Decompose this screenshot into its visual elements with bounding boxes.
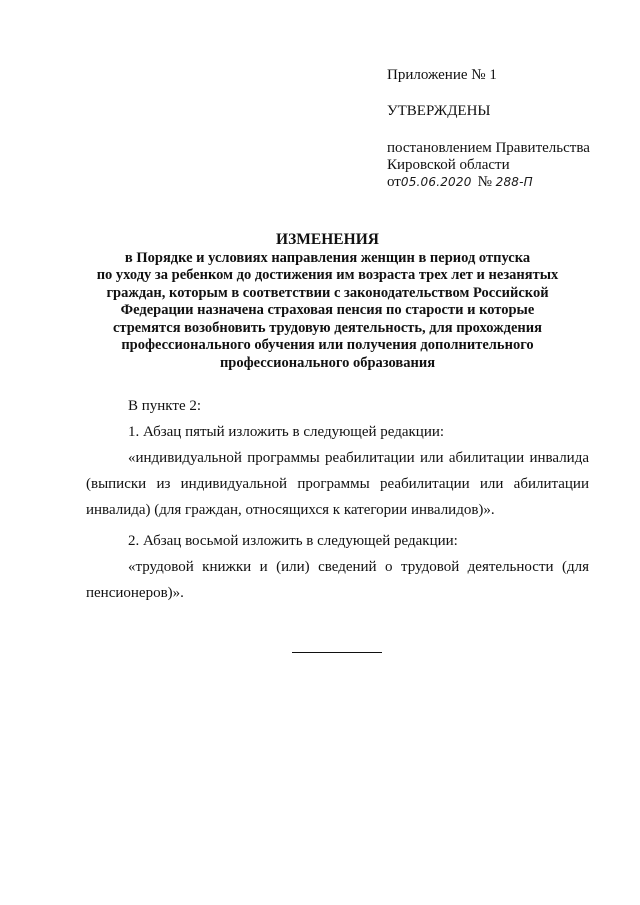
ruling-date-number xyxy=(387,174,627,191)
body-item-1: 1. Абзац пятый изложить в следующей редакции: xyxy=(128,424,445,440)
number-label: № xyxy=(477,174,492,190)
body-item-2: 2. Абзац восьмой изложить в следующей редакции: xyxy=(128,533,458,549)
body-quote-2: «трудовой книжки и (или) сведений о трудовой деятельности (для пенсионеров)». xyxy=(86,559,589,601)
approved-label: УТВЕРЖДЕНЫ xyxy=(387,103,491,119)
handwritten-number: 288-П xyxy=(495,175,533,189)
ruling-reference xyxy=(387,140,627,191)
subtitle-line: профессионального образования xyxy=(219,354,436,371)
subtitle-line: в Порядке и условиях направления женщин в период отпуска xyxy=(124,249,531,266)
ruling-line-2: Кировской области xyxy=(387,157,510,173)
subtitle-line: стремятся возобновить трудовую деятельность, для прохождения xyxy=(113,319,542,336)
annex-number: Приложение № 1 xyxy=(387,67,497,83)
subtitle-line: профессионального обучения или получения дополнительного xyxy=(121,337,534,353)
closing-divider xyxy=(292,652,382,653)
from-label: от xyxy=(387,174,401,190)
subtitle-line: Федерации назначена страховая пенсия по старости и которые xyxy=(120,302,535,318)
document-subtitle xyxy=(60,250,595,373)
body-quote-1: «индивидуальной программы реабилитации или абилитации инвалида (выписки из индивидуальной программы реабилитации или абилитации инвалида) (для граждан, относящихся к категории инвалидов)». xyxy=(86,450,589,518)
subtitle-line: граждан, которым в соответствии с законодательством Российской xyxy=(106,284,549,301)
document-heading: ИЗМЕНЕНИЯ xyxy=(276,231,379,248)
body-intro: В пункте 2: xyxy=(128,398,202,414)
subtitle-line: по уходу за ребенком до достижения им возраста трех лет и незанятых xyxy=(96,267,559,283)
approval-stamp-block xyxy=(387,67,627,191)
ruling-line-1: постановлением Правительства xyxy=(387,140,590,156)
document-body xyxy=(86,393,589,606)
document-title-block xyxy=(60,231,595,372)
handwritten-date: 05.06.2020 xyxy=(400,175,472,189)
